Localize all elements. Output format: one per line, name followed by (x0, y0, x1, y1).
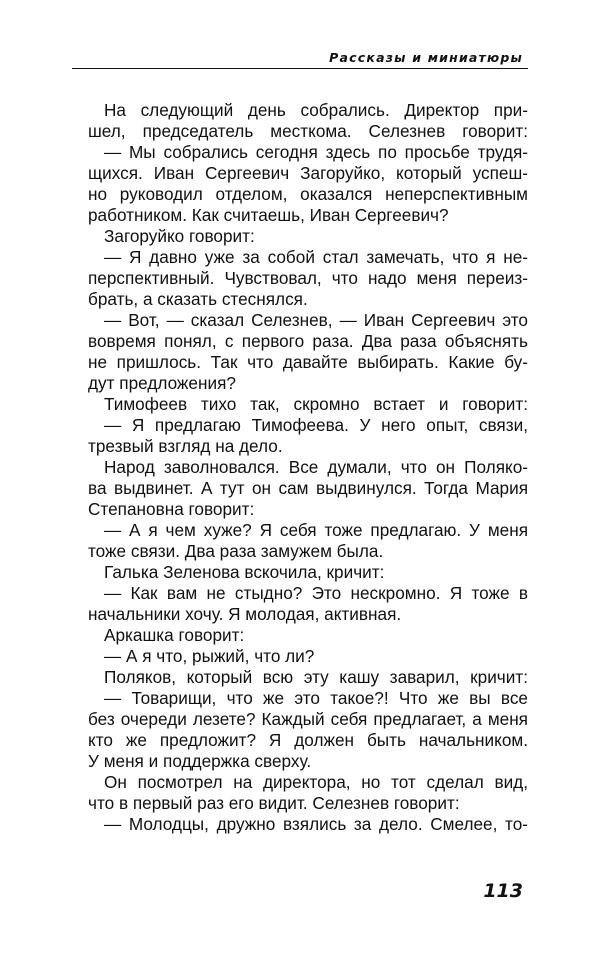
text-line: Поляков, который всю эту кашу заварил, кричит: (104, 667, 528, 687)
text-line: но руководил отделом, оказался неперспективным (88, 184, 528, 204)
text-line: — Молодцы, дружно взялись за дело. Смелее, то- (104, 814, 528, 834)
text-line: Тимофеев тихо так, скромно встает и говорит: (104, 394, 528, 414)
text-line: тоже связи. Два раза замужем была. (88, 541, 384, 561)
text-line: что в первый раз его видит. Селезнев говорит: (88, 793, 460, 813)
page-number: 113 (483, 880, 523, 902)
text-line: У меня и поддержка сверху. (88, 751, 312, 771)
text-line: Народ заволновался. Все думали, что он Поляко- (104, 457, 528, 477)
text-line: не пришлось. Так что давайте выбирать. Какие бу- (88, 352, 528, 372)
text-line: перспективный. Чувствовал, что надо меня переиз- (88, 268, 528, 288)
body-text (88, 100, 528, 835)
text-line: работником. Как считаешь, Иван Сергеевич? (88, 205, 449, 225)
text-line: — Я давно уже за собой стал замечать, что я не- (104, 247, 528, 267)
text-line: щихся. Иван Сергеевич Загоруйко, который успеш- (88, 163, 528, 183)
text-line: — А я чем хуже? Я себя тоже предлагаю. У меня (104, 520, 528, 540)
text-line: — Вот, — сказал Селезнев, — Иван Сергеевич это (104, 310, 528, 330)
text-line: начальники хочу. Я молодая, активная. (88, 604, 402, 624)
text-line: без очереди лезете? Каждый себя предлагает, а меня (88, 709, 528, 729)
text-line: брать, а сказать стеснялся. (88, 289, 308, 309)
text-line: — А я что, рыжий, что ли? (104, 646, 315, 666)
text-line: Он посмотрел на директора, но тот сделал вид, (104, 772, 528, 792)
text-line: На следующий день собрались. Директор при- (104, 100, 528, 120)
text-line: Загоруйко говорит: (104, 226, 255, 246)
text-line: — Как вам не стыдно? Это нескромно. Я тоже в (104, 583, 528, 603)
text-line: кто же предложит? Я должен быть начальником. (88, 730, 528, 750)
text-line: трезвый взгляд на дело. (88, 436, 283, 456)
text-line: ва выдвинет. А тут он сам выдвинулся. Тогда Мария (88, 478, 528, 498)
text-line: Аркашка говорит: (104, 625, 245, 645)
running-head: Рассказы и миниатюры (329, 50, 523, 65)
text-line: вовремя понял, с первого раза. Два раза объяснять (88, 331, 528, 351)
text-line: — Мы собрались сегодня здесь по просьбе трудя- (104, 142, 528, 162)
text-line: — Товарищи, что же это такое?! Что же вы все (104, 688, 528, 708)
text-line: — Я предлагаю Тимофеева. У него опыт, связи, (104, 415, 528, 435)
text-line: Галька Зеленова вскочила, кричит: (104, 562, 385, 582)
header-rule (72, 68, 528, 69)
text-line: Степановна говорит: (88, 499, 255, 519)
text-line: дут предложения? (88, 373, 236, 393)
text-line: шел, председатель месткома. Селезнев говорит: (88, 121, 528, 141)
